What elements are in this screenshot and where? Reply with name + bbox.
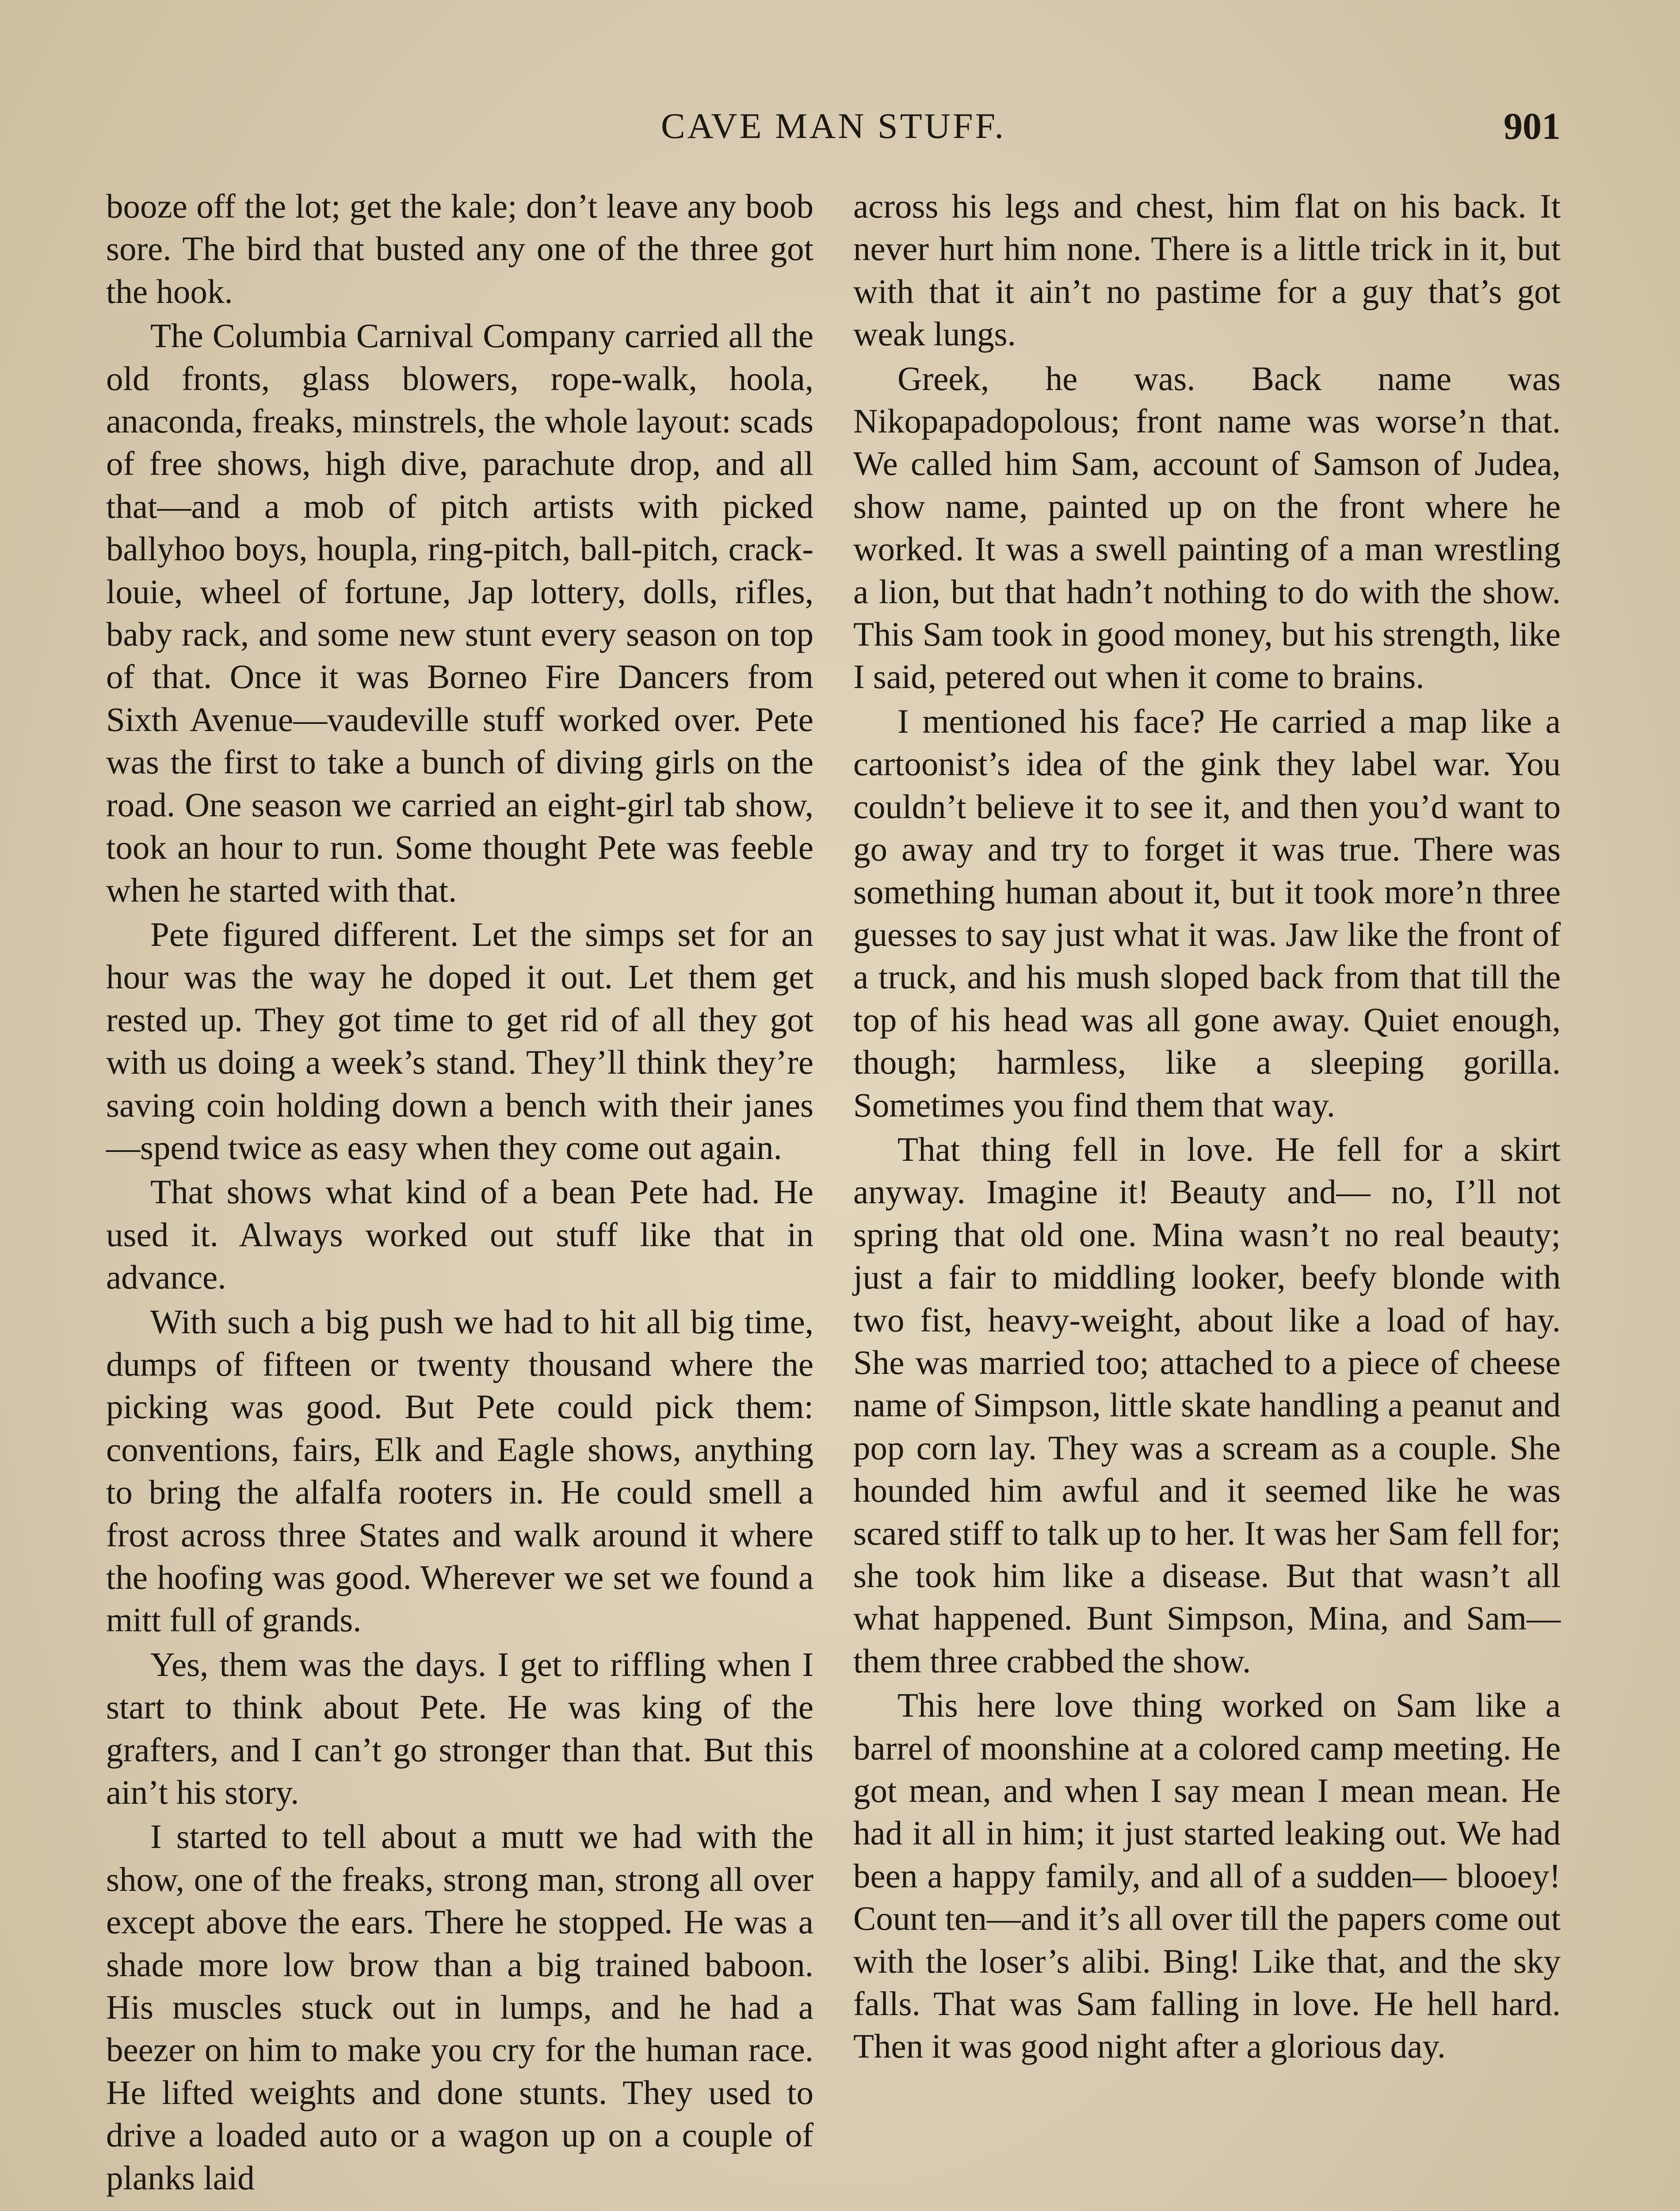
paragraph: That thing fell in love. He fell for a skirt anyway. Imagine it! Beauty and— no, I’ll not spring that old one. Mina wasn’t no real beauty; just a fair to middling looker, beefy blonde with two fist, heavy-weight, about like a load of hay. She was married too; attached to a piece of cheese name of Simpson, little skate handling a peanut and pop corn lay. They was a scream as a couple. She hounded him awful and it seemed like he was scared stiff to talk up to her. It was her Sam fell for; she took him like a disease. But that wasn’t all what happened. Bunt Simpson, Mina, and Sam—them three crabbed the show. xyxy=(853,1130,1561,1680)
running-title: CAVE MAN STUFF. xyxy=(661,106,1006,146)
paragraph: booze off the lot; get the kale; don’t leave any boob sore. The bird that busted any one of the three got the hook. xyxy=(106,187,813,310)
paragraph: Greek, he was. Back name was Nikopapadopolous; front name was worse’n that. We called him Sam, account of Samson of Judea, show name, painted up on the front where he worked. It was a swell painting of a man wrestling a lion, but that hadn’t nothing to do with the show. This Sam took in good money, but his strength, like I said, petered out when it come to brains. xyxy=(853,359,1561,696)
paragraph: I mentioned his face? He carried a map like a cartoonist’s idea of the gink they label war. You couldn’t believe it to see it, and then you’d want to go away and try to forget it was true. There was something human about it, but it took more’n three guesses to say just what it was. Jaw like the front of a truck, and his mush sloped back from that till the top of his head was all gone away. Quiet enough, though; harmless, like a sleeping gorilla. Sometimes you find them that way. xyxy=(853,702,1561,1124)
paragraph: With such a big push we had to hit all big time, dumps of fifteen or twenty thousand where the picking was good. But Pete could pick them: conventions, fairs, Elk and Eagle shows, anything to bring the alfalfa rooters in. He could smell a frost across three States and walk around it where the hoofing was good. Wherever we set we found a mitt full of grands. xyxy=(106,1302,813,1639)
right-column xyxy=(853,185,1561,2068)
paragraph: across his legs and chest, him flat on his back. It never hurt him none. There is a little trick in it, but with that it ain’t no pastime for a guy that’s got weak lungs. xyxy=(853,187,1561,353)
running-head xyxy=(106,104,1561,153)
page-number: 901 xyxy=(1504,105,1561,147)
paragraph: The Columbia Carnival Company carried all the old fronts, glass blowers, rope-walk, hoola, anaconda, freaks, minstrels, the whole layout: scads of free shows, high dive, parachute drop, and all that—and a mob of pitch artists with picked ballyhoo boys, houpla, ring-pitch, ball-pitch, crack-louie, wheel of fortune, Jap lottery, dolls, rifles, baby rack, and some new stunt every season on top of that. Once it was Borneo Fire Dancers from Sixth Avenue—vaudeville stuff worked over. Pete was the first to take a bunch of diving girls on the road. One season we carried an eight-girl tab show, took an hour to run. Some thought Pete was feeble when he started with that. xyxy=(106,317,813,909)
paragraph: This here love thing worked on Sam like a barrel of moonshine at a colored camp meeting. He got mean, and when I say mean I mean mean. He had it all in him; it just started leaking out. We had been a happy family, and all of a sudden— blooey! Count ten—and it’s all over till the papers come out with the loser’s alibi. Bing! Like that, and the sky falls. That was Sam falling in love. He hell hard. Then it was good night after a glorious day. xyxy=(853,1686,1561,2066)
paragraph: That shows what kind of a bean Pete had. He used it. Always worked out stuff like that in advance. xyxy=(106,1173,813,1297)
paragraph: Yes, them was the days. I get to riffling when I start to think about Pete. He was king of the grafters, and I can’t go stronger than that. But this ain’t his story. xyxy=(106,1645,813,1812)
paragraph: Pete figured different. Let the simps set for an hour was the way he doped it out. Let them get rested up. They got time to get rid of all they got with us doing a week’s stand. They’ll think they’re saving coin holding down a bench with their janes —spend twice as easy when they come out again. xyxy=(106,915,813,1167)
paragraph: I started to tell about a mutt we had with the show, one of the freaks, strong man, strong all over except above the ears. There he stopped. He was a shade more low brow than a big trained baboon. His muscles stuck out in lumps, and he had a beezer on him to make you cry for the human race. He lifted weights and done stunts. They used to drive a loaded auto or a wagon up on a couple of planks laid xyxy=(106,1817,813,2197)
left-column xyxy=(106,185,813,2199)
